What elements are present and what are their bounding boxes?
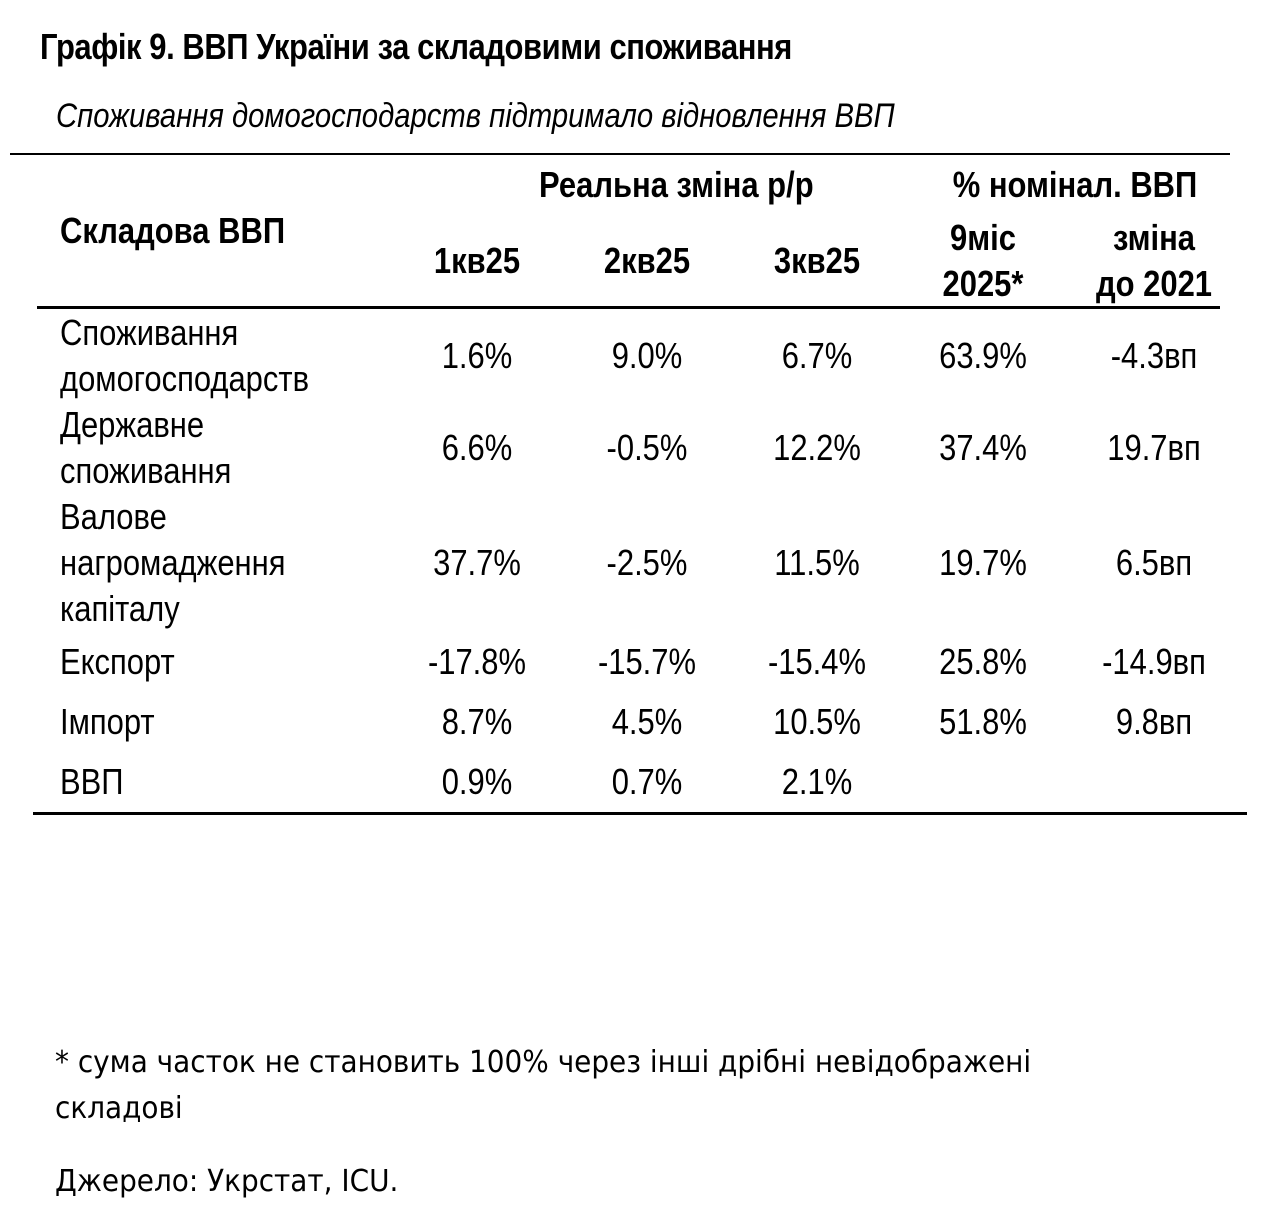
header-nominal-share: % номінал. ВВП	[952, 164, 1198, 205]
header-rule	[37, 306, 1220, 309]
row-export-q2: -15.7%	[597, 641, 697, 682]
row-government-q3: 12.2%	[773, 427, 861, 468]
row-household-share: 63.9%	[939, 335, 1027, 376]
row-capital-change: 6.5вп	[1115, 542, 1193, 583]
row-export-label: Експорт	[60, 641, 175, 682]
row-government-share: 37.4%	[939, 427, 1027, 468]
row-capital-q3: 11.5%	[774, 542, 860, 583]
row-government-q1: 6.6%	[441, 427, 513, 468]
row-capital-share: 19.7%	[939, 542, 1027, 583]
header-change-line1: зміна	[1112, 217, 1196, 258]
row-import-change: 9.8вп	[1115, 701, 1193, 742]
row-government-change: 19.7вп	[1107, 427, 1201, 468]
row-import-q1: 8.7%	[441, 701, 513, 742]
bottom-rule	[33, 812, 1247, 815]
row-government-q2: -0.5%	[606, 427, 688, 468]
row-gdp-q3: 2.1%	[781, 761, 853, 802]
footnote-line-2: складові	[55, 1091, 183, 1126]
row-capital-label-2: нагромадження	[60, 542, 286, 583]
row-gdp-q2: 0.7%	[611, 761, 683, 802]
row-import-q2: 4.5%	[611, 701, 683, 742]
row-gdp-q1: 0.9%	[441, 761, 513, 802]
header-component: Складова ВВП	[60, 210, 286, 251]
row-import-q3: 10.5%	[773, 701, 861, 742]
row-gdp-label: ВВП	[60, 761, 124, 802]
row-government-label-1: Державне	[60, 404, 205, 445]
header-9m-line2: 2025*	[942, 263, 1024, 304]
row-household-change: -4.3вп	[1110, 335, 1198, 376]
row-import-share: 51.8%	[939, 701, 1027, 742]
row-capital-q2: -2.5%	[606, 542, 688, 583]
row-household-q3: 6.7%	[781, 335, 853, 376]
header-q1: 1кв25	[433, 240, 521, 281]
row-household-label-2: домогосподарств	[60, 358, 310, 399]
page-subtitle: Споживання домогосподарств підтримало відновлення ВВП	[56, 97, 895, 135]
row-export-share: 25.8%	[939, 641, 1027, 682]
header-9m-line1: 9міс	[950, 217, 1016, 258]
row-capital-q1: 37.7%	[433, 542, 521, 583]
row-export-q1: -17.8%	[427, 641, 527, 682]
header-change-line2: до 2021	[1095, 263, 1213, 304]
header-q3: 3кв25	[773, 240, 861, 281]
source-note: Джерело: Укрстат, ICU.	[55, 1164, 399, 1199]
row-export-change: -14.9вп	[1102, 641, 1206, 682]
row-government-label-2: споживання	[60, 450, 232, 491]
header-real-change: Реальна зміна р/р	[539, 164, 814, 205]
row-household-label-1: Споживання	[60, 312, 239, 353]
page-title: Графік 9. ВВП України за складовими споживання	[40, 26, 792, 67]
row-capital-label-1: Валове	[60, 496, 167, 537]
row-capital-label-3: капіталу	[60, 588, 180, 629]
row-household-q1: 1.6%	[441, 335, 513, 376]
header-q2: 2кв25	[603, 240, 691, 281]
row-export-q3: -15.4%	[767, 641, 867, 682]
row-import-label: Імпорт	[60, 701, 155, 742]
footnote	[55, 1040, 1078, 1132]
top-rule	[10, 153, 1230, 155]
footnote-line-1: * сума часток не становить 100% через інші дрібні невідображені	[55, 1045, 1032, 1080]
row-household-q2: 9.0%	[611, 335, 683, 376]
